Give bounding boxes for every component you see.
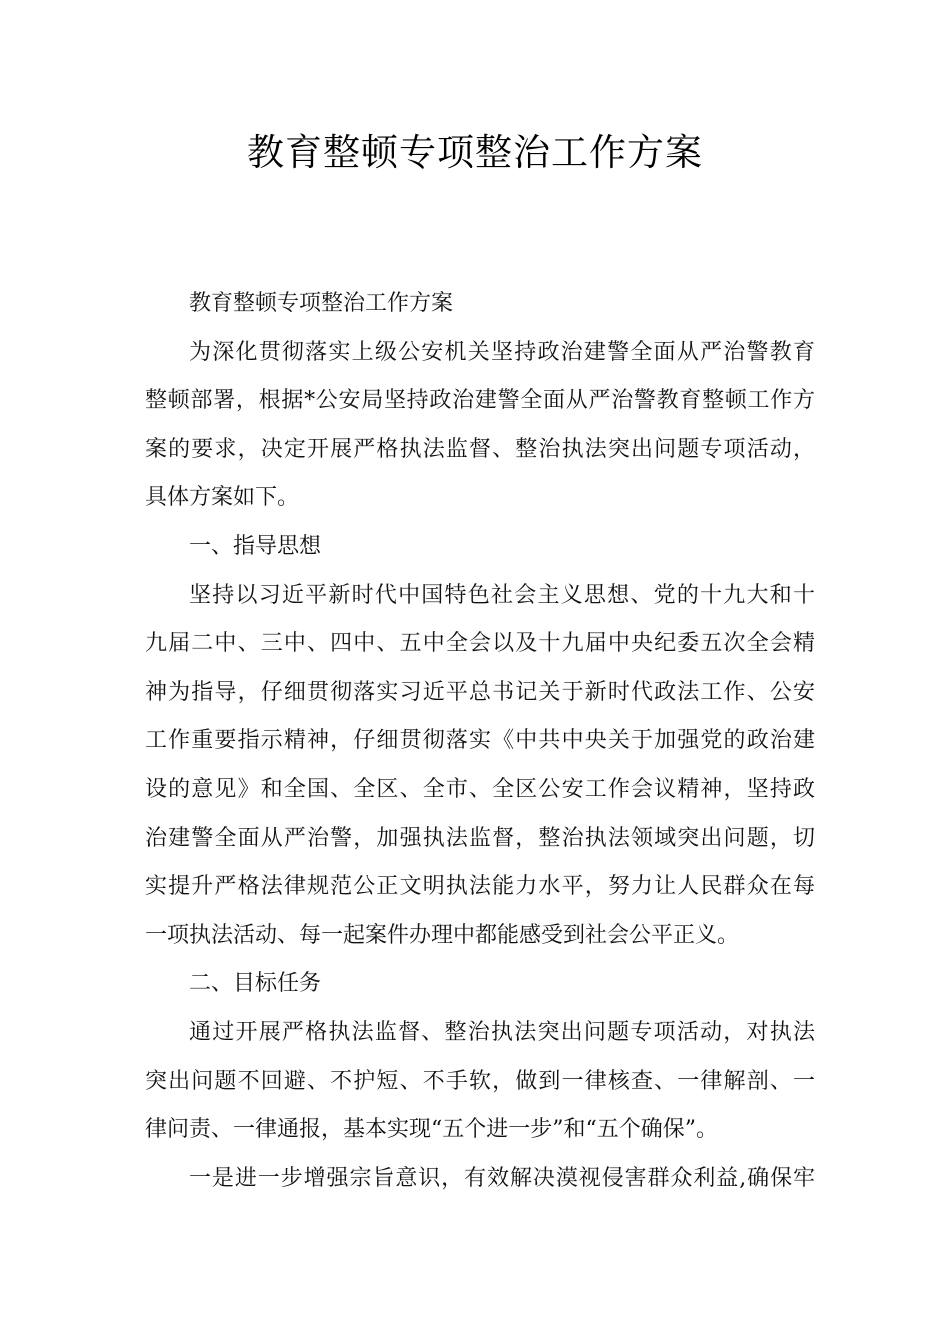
document-title: 教育整顿专项整治工作方案 [247,131,703,174]
section-heading: 二、目标任务 [189,971,322,997]
paragraph-line: 实提升严格法律规范公正文明执法能力水平，努力让人民群众在每 [145,874,815,900]
paragraph-line: 整顿部署，根据*公安局坚持政治建警全面从严治警教育整顿工作方 [145,388,815,414]
paragraph-line: 通过开展严格执法监督、整治执法突出问题专项活动，对执法 [189,1019,815,1045]
paragraph-line: 案的要求，决定开展严格执法监督、整治执法突出问题专项活动， [145,436,815,462]
paragraph-line: 坚持以习近平新时代中国特色社会主义思想、党的十九大和十 [189,582,815,608]
document-body [145,280,815,1203]
paragraph-line: 突出问题不回避、不护短、不手软，做到一律核查、一律解剖、一 [145,1068,815,1094]
paragraph-line: 九届二中、三中、四中、五中全会以及十九届中央纪委五次全会精 [145,631,815,657]
paragraph-line: 设的意见》和全国、全区、全市、全区公安工作会议精神，坚持政 [145,776,815,802]
paragraph-line: 工作重要指示精神，仔细贯彻落实《中共中央关于加强党的政治建 [145,728,815,754]
section-heading: 一、指导思想 [189,533,322,559]
paragraph-line: 一项执法活动、每一起案件办理中都能感受到社会公平正义。 [145,922,740,948]
paragraph-line: 律问责、一律通报，基本实现“五个进一步”和“五个确保”。 [145,1117,718,1143]
paragraph-line: 治建警全面从严治警，加强执法监督，整治执法领域突出问题，切 [145,825,815,851]
paragraph-line: 一是进一步增强宗旨意识，有效解决漠视侵害群众利益,确保牢 [189,1165,815,1191]
paragraph-line: 神为指导，仔细贯彻落实习近平总书记关于新时代政法工作、公安 [145,679,815,705]
paragraph-line: 具体方案如下。 [145,485,300,511]
paragraph-line: 为深化贯彻落实上级公安机关坚持政治建警全面从严治警教育 [189,339,815,365]
body-subtitle: 教育整顿专项整治工作方案 [189,291,454,316]
